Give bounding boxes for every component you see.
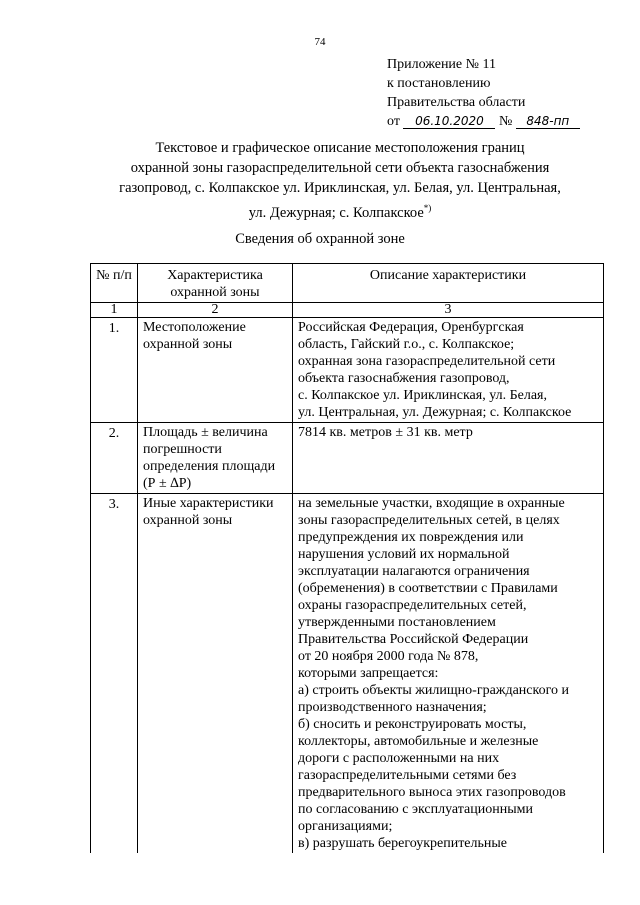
- index-cell: 3: [293, 303, 604, 318]
- title-line-4: [90, 198, 590, 223]
- description-line: в) разрушать берегоукрепительные: [298, 836, 508, 851]
- row-characteristic: Площадь ± величина погрешности определения площади (Р ± ∆Р): [138, 423, 293, 494]
- description-line: (обременения) в соответствии с Правилами: [298, 581, 558, 596]
- description-line: охраны газораспределительных сетей,: [298, 598, 527, 613]
- appendix-block: [387, 55, 580, 131]
- row-characteristic: Местоположение охранной зоны: [138, 318, 293, 423]
- handwritten-date: 06.10.2020: [403, 114, 495, 129]
- description-line: объекта газоснабжения газопровод,: [298, 371, 510, 386]
- description-line: охранная зона газораспределительной сети: [298, 354, 556, 369]
- page-number: 74: [314, 36, 326, 48]
- description-line: Правительства Российской Федерации: [298, 632, 529, 647]
- row-number: 2.: [91, 423, 138, 494]
- description-line: эксплуатации налагаются ограничения: [298, 564, 530, 579]
- table-row: [91, 318, 604, 423]
- row-characteristic: Иные характеристики охранной зоны: [138, 494, 293, 854]
- description-line: коллекторы, автомобильные и железные: [298, 734, 539, 749]
- description-line: б) сносить и реконструировать мосты,: [298, 717, 527, 732]
- description-line: 7814 кв. метров ± 31 кв. метр: [298, 425, 473, 440]
- number-label: №: [498, 114, 513, 129]
- section-title: Сведения об охранной зоне: [235, 231, 405, 247]
- description-line: предупреждения их повреждения или: [298, 530, 524, 545]
- description-line: нарушения условий их нормальной: [298, 547, 510, 562]
- description-line: утвержденными постановлением: [298, 615, 496, 630]
- protection-zone-table: [90, 263, 604, 853]
- description-line: а) строить объекты жилищно-гражданского и: [298, 683, 569, 698]
- description-line: область, Гайский г.о., с. Колпакское;: [298, 337, 515, 352]
- table-row: [91, 423, 604, 494]
- description-line: от 20 ноября 2000 года № 878,: [298, 649, 479, 664]
- row-description: [293, 423, 604, 494]
- index-cell: 1: [91, 303, 138, 318]
- description-line: зоны газораспределительных сетей, в целях: [298, 513, 560, 528]
- description-line: которыми запрещается:: [298, 666, 439, 681]
- title-line-2: охранной зоны газораспределительной сети объекта газоснабжения: [130, 160, 550, 176]
- title-line-3: газопровод, с. Колпакское ул. Ириклинская, ул. Белая, ул. Центральная,: [119, 180, 561, 196]
- from-label: от: [387, 114, 400, 129]
- row-number: 3.: [91, 494, 138, 854]
- description-line: Российская Федерация, Оренбургская: [298, 320, 524, 335]
- title-line-4-text: ул. Дежурная; с. Колпакское: [248, 204, 424, 221]
- header-description: Описание характеристики: [293, 264, 604, 303]
- description-line: производственного назначения;: [298, 700, 487, 715]
- description-line: по согласованию с эксплуатационными: [298, 802, 533, 817]
- description-line: организациями;: [298, 819, 393, 834]
- row-number: 1.: [91, 318, 138, 423]
- title-line-1: Текстовое и графическое описание местоположения границ: [155, 140, 525, 156]
- description-line: предварительного выноса этих газопроводов: [298, 785, 566, 800]
- table-index-row: [91, 303, 604, 318]
- index-cell: 2: [138, 303, 293, 318]
- table-header-row: [91, 264, 604, 303]
- header-characteristic: Характеристика охранной зоны: [138, 264, 293, 303]
- footnote-mark: *): [423, 203, 432, 213]
- description-line: на земельные участки, входящие в охранные: [298, 496, 565, 511]
- appendix-title: Приложение № 11: [387, 57, 496, 72]
- document-title: [90, 138, 590, 223]
- appendix-decree-label: к постановлению: [387, 76, 491, 91]
- appendix-date-line: [387, 112, 580, 131]
- description-line: газораспределительными сетями без: [298, 768, 517, 783]
- description-line: с. Колпакское ул. Ириклинская, ул. Белая,: [298, 388, 547, 403]
- description-line: дороги с расположенными на них: [298, 751, 500, 766]
- description-line: ул. Центральная, ул. Дежурная; с. Колпакское: [298, 405, 572, 420]
- appendix-government: Правительства области: [387, 95, 526, 110]
- row-description: [293, 318, 604, 423]
- handwritten-number: 848-пп: [516, 114, 580, 129]
- header-number: № п/п: [91, 264, 138, 303]
- table-row: [91, 494, 604, 854]
- row-description: [293, 494, 604, 854]
